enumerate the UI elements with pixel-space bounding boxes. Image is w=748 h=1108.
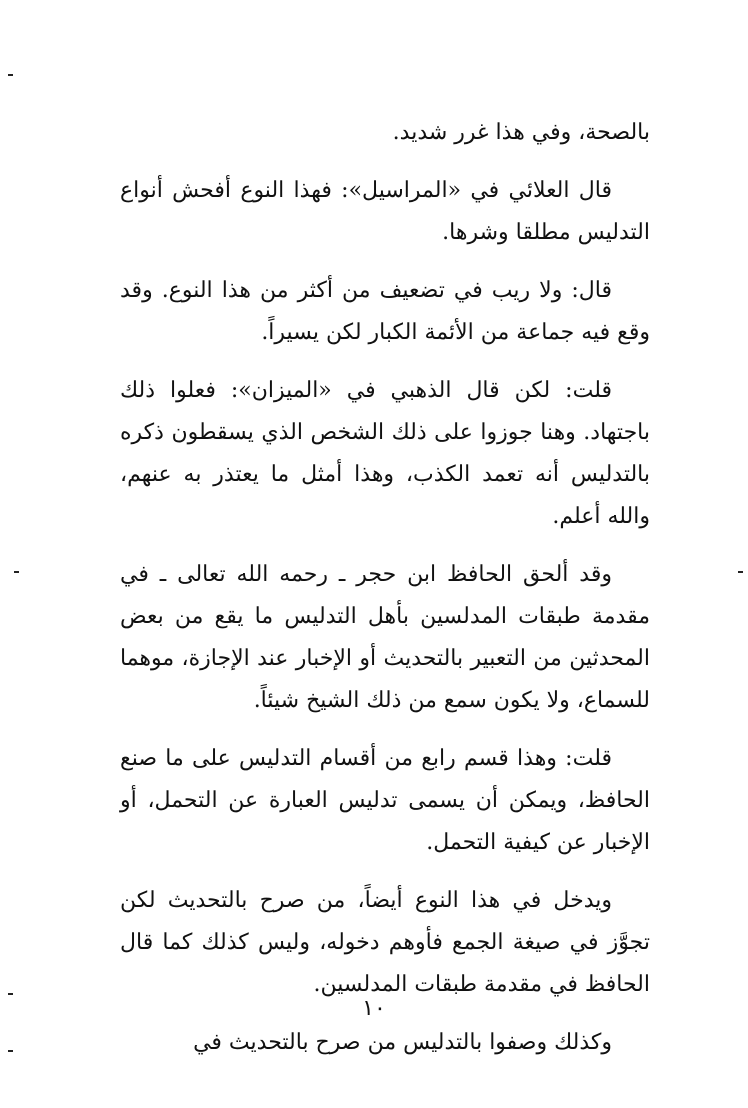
paragraph-continuation: بالصحة، وفي هذا غرر شديد.: [392, 120, 650, 145]
paragraph-plural-form: ويدخل في هذا النوع أيضاً، من صرح بالتحديث لكن تجوَّز في صيغة الجمع فأوهم دخوله، وليس كذلك كما قال الحافظ في مقدمة طبقات المدلسين.: [120, 888, 650, 997]
paragraph-dhahabi-quote: قلت: لكن قال الذهبي في «الميزان»: فعلوا ذلك باجتهاد. وهنا جوزوا على ذلك الشخص الذي يسقطون ذكره بالتدليس أنه تعمد الكذب، وهذا أمثل ما يعتذر به عنهم، والله أعلم.: [120, 378, 650, 529]
page-body-text: [120, 112, 650, 1080]
scan-mark-right: [738, 571, 743, 573]
paragraph-ibn-hajar: وقد ألحق الحافظ ابن حجر ـ رحمه الله تعالى ـ في مقدمة طبقات المدلسين بأهل التدليس ما يقع من بعض المحدثين من التعبير بالتحديث أو الإخبار عند الإجازة، موهما للسماع، ولا يكون سمع من ذلك الشيخ شيئاً.: [120, 562, 650, 713]
scan-mark-top: [8, 74, 13, 76]
scan-mark-bottom-1: [8, 993, 13, 995]
paragraph-continued: وكذلك وصفوا بالتدليس من صرح بالتحديث في: [193, 1030, 612, 1055]
paragraph-no-doubt: قال: ولا ريب في تضعيف من أكثر من هذا النوع. وقد وقع فيه جماعة من الأئمة الكبار لكن يسيراً.: [120, 278, 650, 345]
page-number: ١٠: [362, 996, 386, 1021]
scan-mark-bottom-2: [8, 1050, 13, 1052]
paragraph-alalai-quote: قال العلائي في «المراسيل»: فهذا النوع أفحش أنواع التدليس مطلقا وشرها.: [120, 178, 650, 245]
paragraph-fourth-type: قلت: وهذا قسم رابع من أقسام التدليس على ما صنع الحافظ، ويمكن أن يسمى تدليس العبارة عن التحمل، أو الإخبار عن كيفية التحمل.: [120, 746, 650, 855]
scan-mark-mid: [14, 571, 19, 573]
